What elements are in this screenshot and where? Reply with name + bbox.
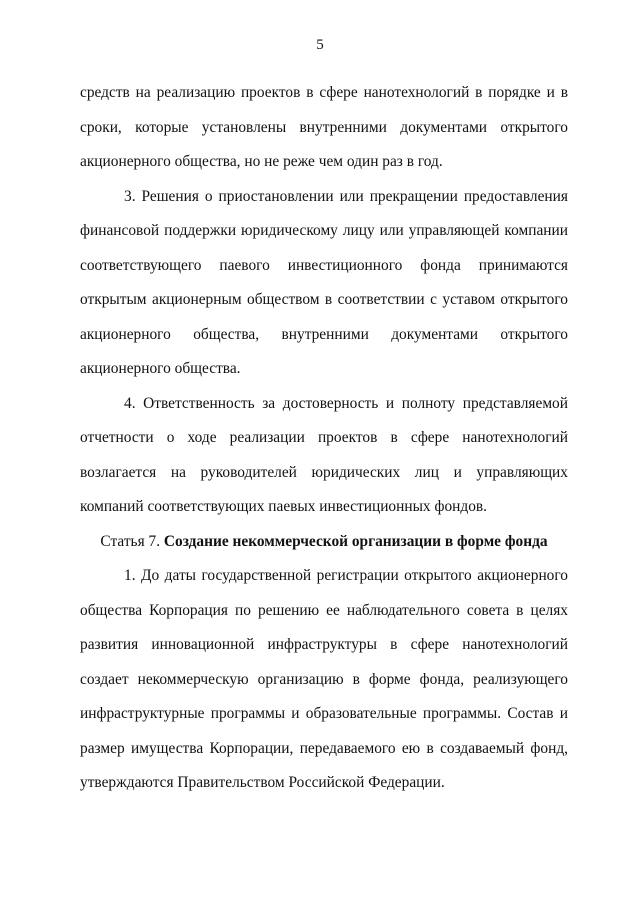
article-label: Статья 7. [100,532,161,550]
document-body [80,76,568,801]
paragraph-item-3: 3. Решения о приостановлении или прекращении предоставления финансовой поддержки юридическому лицу или управляющей компании соответствующего паевого инвестиционного фонда принимаются открытым акционерным обществом в соответствии с уставом открытого акционерного общества, внутренними документами открытого акционерного общества. [80,187,568,377]
paragraph-continuation: средств на реализацию проектов в сфере нанотехнологий в порядке и в сроки, которые установлены внутренними документами открытого акционерного общества, но не реже чем один раз в год. [80,84,568,170]
article-paragraph-1: 1. До даты государственной регистрации открытого акционерного общества Корпорация по решению ее наблюдательного совета в целях развития инновационной инфраструктуры в сфере нанотехнологий создает некоммерческую организацию в форме фонда, реализующего инфраструктурные программы и образовательные программы. Состав и размер имущества Корпорации, передаваемого ею в создаваемый фонд, утверждаются Правительством Российской Федерации. [80,567,568,791]
page-number: 5 [316,37,324,53]
paragraph-item-4: 4. Ответственность за достоверность и полноту представляемой отчетности о ходе реализации проектов в сфере нанотехнологий возлагается на руководителей юридических лиц и управляющих компаний соответствующих паевых инвестиционных фондов. [80,394,568,515]
article-heading [80,525,568,560]
article-title: Создание некоммерческой организации в форме фонда [163,532,548,550]
